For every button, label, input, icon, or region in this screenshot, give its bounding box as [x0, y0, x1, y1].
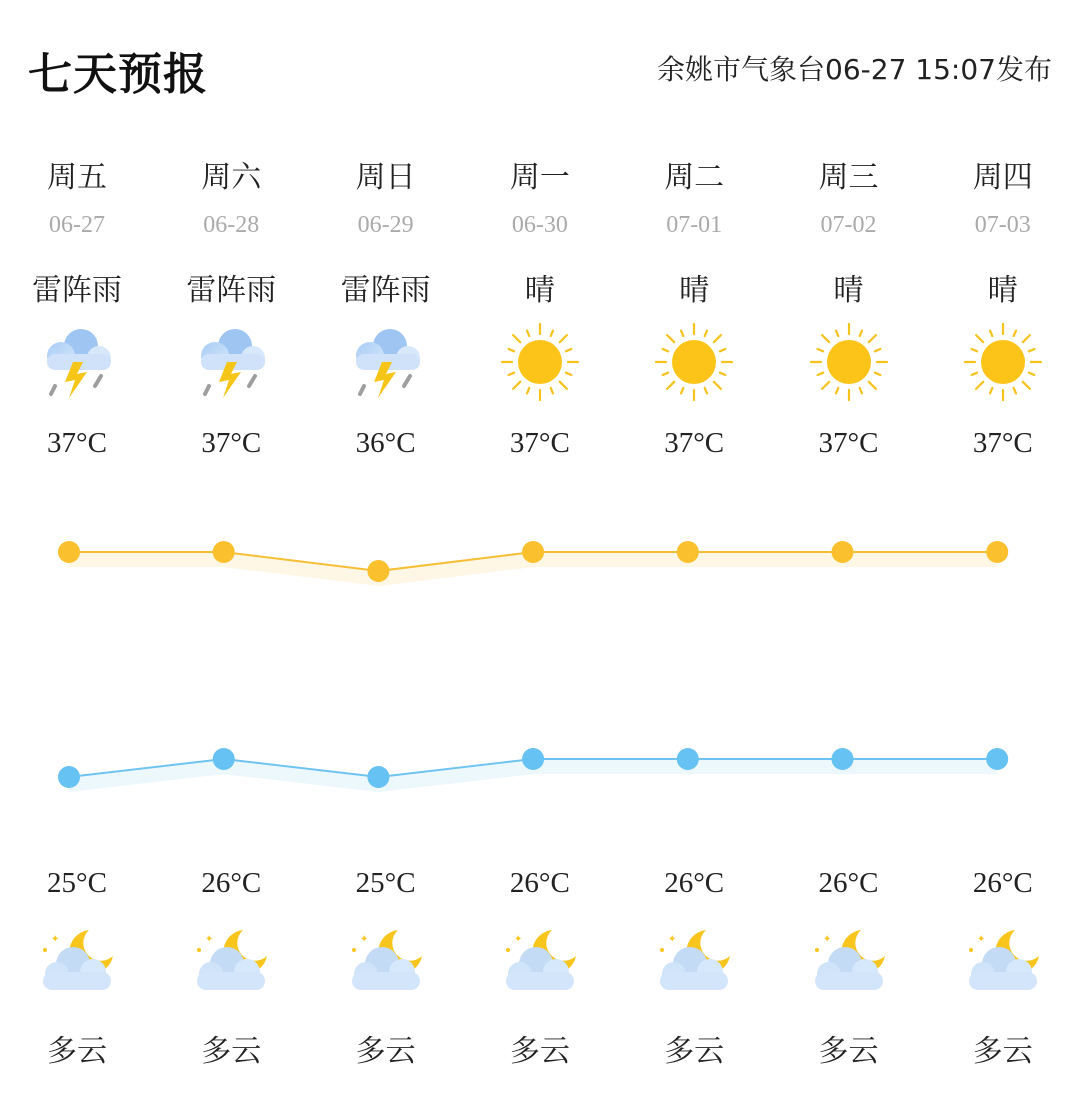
weekday-label: 周四	[972, 160, 1033, 195]
weekday-label: 周一	[509, 160, 570, 195]
weekday-label: 周六	[201, 160, 262, 195]
partly-cloudy-night-icon	[463, 922, 617, 998]
sun-icon	[926, 322, 1080, 402]
partly-cloudy-night-icon	[154, 922, 308, 998]
low-temp-label: 26°C	[509, 867, 570, 899]
svg-text:✦: ✦	[668, 934, 677, 945]
thunderstorm-icon	[0, 322, 154, 402]
sun-icon	[772, 322, 926, 402]
low-temp-label: 25°C	[47, 867, 107, 899]
forecast-day-3[interactable]	[463, 0, 617, 1109]
high-temp-label: 37°C	[509, 427, 570, 459]
date-label: 06-27	[49, 212, 105, 238]
night-condition-label: 多云	[664, 1034, 725, 1069]
date-label: 06-29	[357, 212, 414, 238]
high-temp-label: 36°C	[355, 427, 416, 459]
partly-cloudy-night-icon	[617, 922, 771, 998]
thunderstorm-icon	[154, 322, 308, 402]
partly-cloudy-night-icon	[926, 922, 1080, 998]
high-temp-label: 37°C	[47, 427, 107, 459]
day-condition-label: 晴	[524, 273, 555, 308]
svg-text:✦: ✦	[359, 934, 368, 945]
date-label: 07-02	[820, 212, 877, 238]
night-condition-label: 多云	[201, 1034, 262, 1069]
night-condition-label: 多云	[509, 1034, 570, 1069]
high-temp-label: 37°C	[201, 427, 262, 459]
night-condition-label: 多云	[47, 1034, 107, 1069]
night-condition-label: 多云	[355, 1034, 416, 1069]
day-condition-label: 雷阵雨	[340, 273, 431, 308]
night-condition-label: 多云	[972, 1034, 1033, 1069]
weekday-label: 周五	[47, 160, 107, 195]
low-temp-label: 26°C	[972, 867, 1033, 899]
low-temp-label: 26°C	[664, 867, 725, 899]
svg-text:✦: ✦	[976, 934, 986, 945]
forecast-day-1[interactable]	[154, 0, 308, 1109]
low-temp-label: 25°C	[355, 867, 416, 899]
date-label: 07-03	[974, 212, 1031, 238]
day-condition-label: 晴	[679, 273, 710, 308]
low-temp-label: 26°C	[818, 867, 879, 899]
weekday-label: 周三	[818, 160, 879, 195]
forecast-day-4[interactable]	[617, 0, 771, 1109]
svg-text:✦: ✦	[513, 934, 523, 945]
svg-text:✦: ✦	[51, 934, 60, 945]
partly-cloudy-night-icon	[0, 922, 154, 998]
svg-text:✦: ✦	[205, 934, 214, 945]
night-condition-label: 多云	[818, 1034, 879, 1069]
day-condition-label: 晴	[833, 273, 864, 308]
high-temp-label: 37°C	[972, 427, 1033, 459]
high-temp-label: 37°C	[664, 427, 725, 459]
forecast-day-2[interactable]	[309, 0, 463, 1109]
sun-icon	[617, 322, 771, 402]
weekday-label: 周日	[355, 160, 416, 195]
partly-cloudy-night-icon	[309, 922, 463, 998]
page-title: 七天预报	[28, 49, 208, 100]
date-label: 06-28	[203, 212, 260, 238]
forecast-day-5[interactable]	[772, 0, 926, 1109]
forecast-day-6[interactable]	[926, 0, 1080, 1109]
svg-text:✦: ✦	[822, 934, 831, 945]
weekday-label: 周二	[664, 160, 725, 195]
sun-icon	[463, 322, 617, 402]
low-temp-label: 26°C	[201, 867, 262, 899]
day-condition-label: 晴	[987, 273, 1018, 308]
high-temp-label: 37°C	[818, 427, 879, 459]
date-label: 06-30	[511, 212, 568, 238]
publish-info: 余姚市气象台06-27 15:07发布	[657, 53, 1052, 86]
forecast-day-0[interactable]	[0, 0, 154, 1109]
date-label: 07-01	[666, 212, 723, 238]
day-condition-label: 雷阵雨	[32, 273, 122, 308]
partly-cloudy-night-icon	[772, 922, 926, 998]
thunderstorm-icon	[309, 322, 463, 402]
day-condition-label: 雷阵雨	[186, 273, 277, 308]
